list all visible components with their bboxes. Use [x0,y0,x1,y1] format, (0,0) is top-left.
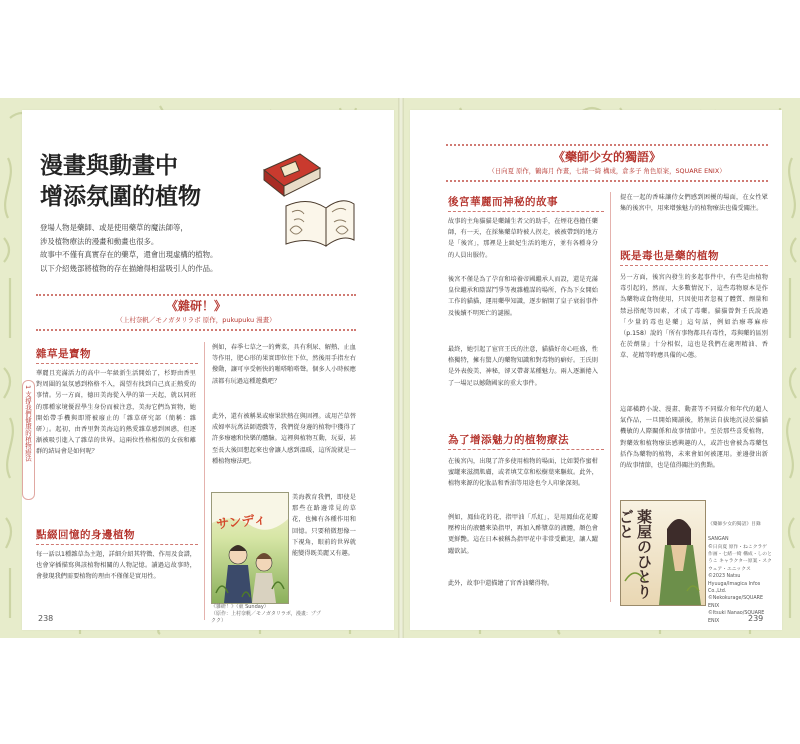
left-work-title: 《雜研！》 [165,299,226,313]
right-work-title: 《藥師少女的獨語》 [552,150,661,164]
right-work-rule-top [446,144,768,146]
left-page-title [40,150,201,212]
right-work-credit: （日向夏 原作，鶴海月 作畫，七緒一綺 構成，倉多子 角色原案，SQUARE ENIX） [488,167,726,175]
left-section-2-heading: 點綴回憶的身邊植物 [36,529,135,541]
left-work-rule-bottom [36,329,356,331]
right-section-2-text-c: 此外，故事中還描繪了宮香油藥得物。 [448,580,554,587]
left-work-credit: （上村奈帆／モノガタリラボ 原作，pukupuku 漫畫） [116,316,276,324]
left-page-number: 238 [38,614,54,623]
apothecary-cover-image [617,500,706,606]
right-section-1-text: 故事的主角貓貓是藥鋪生者父的助手，在煙花巷擔任藥師，有一天，在採集藥草時被人拐走，被被帶到的地方是「後宮」，那裡是上級妃生活的地方，並有各種身分的人員出服侍。 [448,218,598,259]
intro-line: 涉及植物療法的漫畫和動畫也很多。 [40,236,159,246]
cover-caption-line: （原作：上村奈帆／モノガタリラボ，漫畫：ププクク） [211,611,321,624]
left-section-1-text: 華麗且充滿活力的高中一年級新生活開始了，杉野由香里對周圍的氣氛感到格格不入，渴望有找到自己真正熱愛的事情。另一方面，德田美海從入學的第一天起，就以同班的那種家境優渥學生身份而被注意，美海它們為實物，她開始帶手機與即將被廢止的「雜草研究部（簡稱：雜研）」。起初，由香里對美海這的熱愛雜草感到困惑，但逐漸被吸引進入了雜草的世界。這兩位性格相似的女孩和離群的結局會是如何呢？ [36,370,196,456]
cover-caption-line: 《雜研！》（東 Sunday） [211,604,269,610]
left-column-2-text-b: 此外，還有被稱果或療果狀熱在與固裡。或用芒草替成婦率玩萬法師遊戲等，我們從身邊的植物中獲得了許多療癒和快樂的體驗。這裡與植物互動，玩耍，甚至長大後回想起來也會讓人感到溫暖，這所說就是一種植物療法吧。 [212,413,356,465]
apothecary-cover-title: 薬屋のひとりごと [617,509,653,599]
left-section-2-text: 每一話以1種雜草為主題，詳細介紹其特徵、作用及食譜，也會穿插描寫與該植物相關的人物記憶。讀過這故事時，會發現我們需要植物的理由不僅僅是實用性。 [36,551,196,581]
cover-caption-line: 《藥師少女的獨語》目錄 [708,522,761,528]
zakken-cover-image [211,492,289,604]
right-section-1-rule [448,211,604,212]
left-intro-text [40,221,370,275]
right-page-number: 239 [748,614,764,623]
left-column-2-text-c: 美海教育我們，即使是那些在路邊常見的草花，也擁有各種作用和回憶。只要稍微想像一下視角，眼前的世界就能變得既美麗又有趣。 [292,494,356,558]
right-column-divider [610,192,611,602]
title-line-1: 漫畫與動畫中 [40,152,178,179]
left-work-rule-top [36,294,356,296]
right-section-1-heading: 後宮華麗而神秘的故事 [448,196,558,208]
left-section-1-rule [36,363,198,364]
left-column-divider [204,342,205,620]
left-section-2-rule [36,544,198,545]
right-section-3-text: 另一方面，後宮內發生的多起事件中，有些是由植物毒引起的，然而，大多數情況下，這些毒物原本是作為藥物或食物使用，只因使用者忽視了體質、劑量和禁忌搭配等因素，才成了毒藥。貓貓曾對壬氏說過「少量的毒也是藥」這句話，例如治療蕁麻疹（p.158）說的「所有事物都具有毒性，毒與藥的區別在於劑量」十分相似，這也是我們在處理精油、香草、花精等時應具備的心態。 [620,274,768,360]
right-section-2-text-b: 例如，鳳仙花的花，指甲油「爪紅」，是用鳳仙花花瓣壓榨出的液體來染指甲，再加入酢漿草的液體，顏色會更鮮艷。這在日本被稱為指甲花中非常受歡迎，讓人躍躍欲試。 [448,514,598,555]
intro-line: 故事中不僅有真實存在的藥草，還會出現虛構的植物。 [40,250,218,259]
left-section-1-heading: 雜草是寶物 [36,348,91,360]
right-section-1-text-c: 最終，她引起了宦官王氏的注意，貓貓好奇心旺盛，性格獨特，擁有驚人的藥物知識和對毒物的癖好。王氏則是外表俊美、神秘，卻又帶著某種魅力。兩人逐漸捲入了一場足以撼動國家的重大事件。 [448,346,598,387]
right-column-2-text: 提在一起的香味讓侍女們感到困擾的場面，在女性眾集的後宮中，用來增強魅力的植物療法也備受關注。 [620,194,768,213]
right-section-3-heading: 既是毒也是藥的植物 [620,250,719,262]
right-section-1-text-b: 後宮不僅是為了孕育和培養帝國繼承人而設，還是充滿皇位繼承和陰謀鬥爭等複雜權謀的場所，作為下女開始工作的貓貓，運用藥學知識，逐步解開了皇子衰弱事件及後續不明死亡的謎團。 [448,276,598,317]
right-work-rule-bottom [446,180,768,182]
right-section-2-rule [448,449,604,450]
intro-line: 登場人物是藥師、或是使用藥草的魔法師等， [40,223,188,232]
chapter-side-tab: 1 支撐我們健康的植物療法 [22,380,35,500]
left-column-2-text: 例如，春季七草之一的薺菜，具有利尿、解熱、止血等作用，肥心形的果實即位住下位，然後用手指左右撥動，讓可享受輕快的啪嗒啪嗒聲。個多人小時候應該都有玩過這種遊戲吧？ [212,344,356,385]
cover-credits: SANGAN ©日向夏 原作・ねこクラゲ 作画・七緒一綺 構成・しのとうこ キャラクター原案・スクウェア・エニックス ©2023 Natsu Hyuuga/Imagica Infos Co.,Ltd. ©Nekokurage/SQUARE ENIX ©Itsuki Nanao/SQUARE ENIX [708,537,772,624]
zakken-cover-title: サンディ [215,512,268,533]
intro-line: 以下介紹幾部將植物的存在描繪得相當吸引人的作品。 [40,263,218,273]
book-gutter [398,98,404,638]
right-section-3-text-b: 這部橫跨小說、漫畫、動畫等不同媒介和年代的超人氣作品，一旦開始閱讀後，將無法自拔地沉浸於貓貓機敏的人際關係和故事情節中。至於那些喜愛植物，對藥效和植物療法感興趣的人，或許也會被為毒藥包括作為藥物的植物，未來會如何被運用。並邊發出新的故事情節，也是值得關注的焦點。 [620,406,768,470]
right-section-2-heading: 為了增添魅力的植物療法 [448,434,569,446]
zakken-cover-caption [211,604,321,625]
right-section-2-text: 在後宮內，出現了許多使用植物的場面，比如製作蜜柑蜜罐來滋潤肌膚，或者填艾草和松樹葉來驅蚊。此外，植物來源的化妝品和香油等用途也令人印象深刻。 [448,458,598,488]
title-line-2: 增添氛圍的植物 [40,183,201,210]
right-section-3-rule [620,265,768,266]
